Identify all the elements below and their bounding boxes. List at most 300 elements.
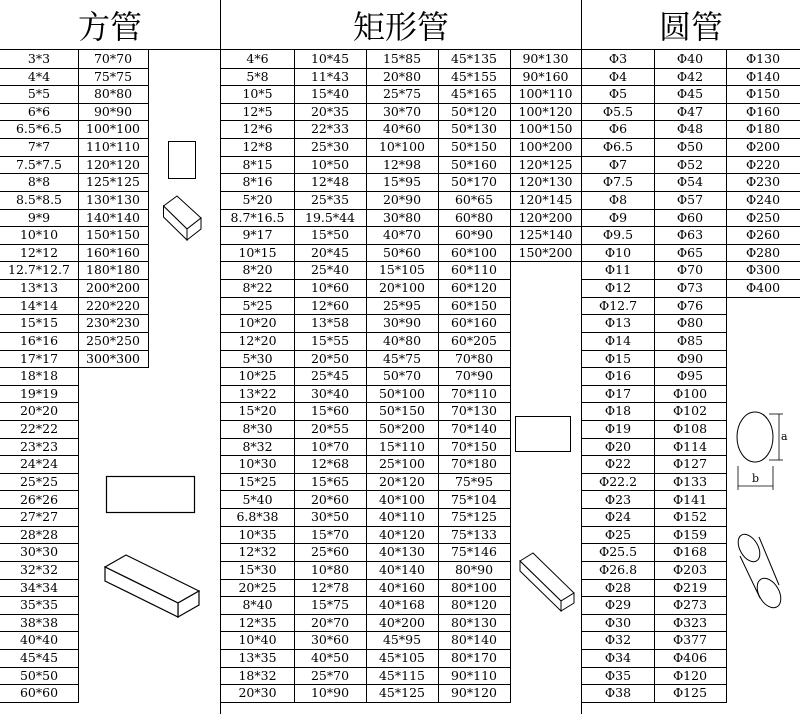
rect-col1-cell: 10*25 <box>221 367 295 386</box>
round-col2-cell: Φ141 <box>654 491 727 510</box>
round-col2-cell: Φ159 <box>654 526 727 545</box>
rect-col1-cell: 20*25 <box>221 579 295 598</box>
rect-col3-cell: 40*60 <box>366 120 439 139</box>
square-col2-cell: 250*250 <box>78 332 149 351</box>
round-col2-cell: Φ80 <box>654 314 727 333</box>
rect-col1-cell: 18*32 <box>221 667 295 686</box>
rect-col4-cell: 60*160 <box>438 314 511 333</box>
rect-col3-cell: 45*75 <box>366 350 439 369</box>
rect-col2-cell: 15*55 <box>294 332 367 351</box>
square-col1-cell: 16*16 <box>0 332 79 351</box>
rect-col3-cell: 45*95 <box>366 631 439 650</box>
rect-col5-cell: 100*120 <box>510 103 582 122</box>
rect-col4-cell: 70*110 <box>438 385 511 404</box>
square-col1-cell: 7.5*7.5 <box>0 156 79 175</box>
round-col3-cell: Φ300 <box>726 261 800 280</box>
title-square: 方管 <box>77 8 142 46</box>
rect-col4-cell: 75*133 <box>438 526 511 545</box>
round-col1-cell: Φ9 <box>582 209 655 228</box>
rect-col3-cell: 12*98 <box>366 156 439 175</box>
round-col2-cell: Φ47 <box>654 103 727 122</box>
rect-col4-cell: 75*104 <box>438 491 511 510</box>
rect-col4-cell: 60*80 <box>438 209 511 228</box>
square-col1-cell: 18*18 <box>0 367 79 386</box>
rect-col2-cell: 30*50 <box>294 508 367 527</box>
round-col2-cell: Φ114 <box>654 438 727 457</box>
rect-col3-cell: 25*75 <box>366 85 439 104</box>
rect-col5-cell: 125*140 <box>510 226 582 245</box>
rect-col3-cell: 50*100 <box>366 385 439 404</box>
round-col1-cell: Φ30 <box>582 614 655 633</box>
square-tube-3d-icon <box>163 194 203 242</box>
rect-col4-cell: 70*140 <box>438 420 511 439</box>
rect-col4-cell: 80*140 <box>438 631 511 650</box>
rect-col4-cell: 70*80 <box>438 350 511 369</box>
rect-col2-cell: 22*33 <box>294 120 367 139</box>
square-col2-cell: 70*70 <box>78 50 149 69</box>
square-col1-cell: 20*20 <box>0 402 79 421</box>
rect-tube-3d-icon <box>104 555 200 619</box>
rect-col4-cell: 45*135 <box>438 50 511 69</box>
rect-col2-cell: 30*40 <box>294 385 367 404</box>
round-col2-cell: Φ95 <box>654 367 727 386</box>
round-col1-cell: Φ15 <box>582 350 655 369</box>
rect-col1-cell: 5*40 <box>221 491 295 510</box>
square-col1-cell: 8.5*8.5 <box>0 191 79 210</box>
rect-col2-cell: 15*60 <box>294 402 367 421</box>
square-col1-cell: 8*8 <box>0 173 79 192</box>
round-col1-cell: Φ29 <box>582 596 655 615</box>
rect-col2-cell: 15*50 <box>294 226 367 245</box>
rect-col3-cell: 45*125 <box>366 684 439 703</box>
square-col1-cell: 10*10 <box>0 226 79 245</box>
round-col3-cell: Φ180 <box>726 120 800 139</box>
rect-col2-cell: 10*60 <box>294 279 367 298</box>
round-col1-cell: Φ5.5 <box>582 103 655 122</box>
rect-col1-cell: 10*30 <box>221 455 295 474</box>
rect-col1-cell: 6.8*38 <box>221 508 295 527</box>
square-col2-cell: 90*90 <box>78 103 149 122</box>
round-col3-cell: Φ130 <box>726 50 800 69</box>
rect-col2-cell: 10*50 <box>294 156 367 175</box>
round-col1-cell: Φ12 <box>582 279 655 298</box>
rect-col2-cell: 12*48 <box>294 173 367 192</box>
rect-col1-cell: 20*30 <box>221 684 295 703</box>
rect-col2-cell: 10*45 <box>294 50 367 69</box>
round-col2-cell: Φ50 <box>654 138 727 157</box>
round-col1-cell: Φ7 <box>582 156 655 175</box>
rect-col3-cell: 50*70 <box>366 367 439 386</box>
rect-col3-cell: 50*200 <box>366 420 439 439</box>
square-col2-cell: 220*220 <box>78 297 149 316</box>
round-col1-cell: Φ25.5 <box>582 543 655 562</box>
rect-col2-cell: 20*45 <box>294 244 367 263</box>
round-col2-cell: Φ133 <box>654 473 727 492</box>
rect-col1-cell: 15*25 <box>221 473 295 492</box>
round-col3-cell: Φ200 <box>726 138 800 157</box>
round-col1-cell: Φ4 <box>582 68 655 87</box>
rect-col3-cell: 25*100 <box>366 455 439 474</box>
rect-col4-cell: 80*120 <box>438 596 511 615</box>
round-col2-cell: Φ63 <box>654 226 727 245</box>
square-tube-front-icon <box>168 141 198 181</box>
rect-col1-cell: 12*20 <box>221 332 295 351</box>
rect-col1-cell: 10*20 <box>221 314 295 333</box>
round-col1-cell: Φ8 <box>582 191 655 210</box>
square-col2-cell: 120*120 <box>78 156 149 175</box>
square-col1-cell: 17*17 <box>0 350 79 369</box>
round-tube-front-icon <box>735 404 791 494</box>
rect-col1-cell: 15*20 <box>221 402 295 421</box>
round-col2-cell: Φ52 <box>654 156 727 175</box>
rect-col4-cell: 50*160 <box>438 156 511 175</box>
round-col1-cell: Φ11 <box>582 261 655 280</box>
rect-col3-cell: 40*130 <box>366 543 439 562</box>
rect-col1-cell: 5*20 <box>221 191 295 210</box>
rect-col1-cell: 4*6 <box>221 50 295 69</box>
rect-col2-cell: 15*75 <box>294 596 367 615</box>
rect-col2-cell: 15*70 <box>294 526 367 545</box>
round-col2-cell: Φ377 <box>654 631 727 650</box>
round-col2-cell: Φ42 <box>654 68 727 87</box>
square-col1-cell: 35*35 <box>0 596 79 615</box>
rect-col4-cell: 60*150 <box>438 297 511 316</box>
round-col2-cell: Φ219 <box>654 579 727 598</box>
rect-col4-cell: 70*90 <box>438 367 511 386</box>
rect-col5-cell: 90*130 <box>510 50 582 69</box>
rect-col2-cell: 12*60 <box>294 297 367 316</box>
round-col2-cell: Φ406 <box>654 649 727 668</box>
rect-col5-cell: 150*200 <box>510 244 582 263</box>
square-col1-cell: 4*4 <box>0 68 79 87</box>
diagram-label-b: b <box>752 472 760 485</box>
square-col2-cell: 75*75 <box>78 68 149 87</box>
rect-col3-cell: 50*150 <box>366 402 439 421</box>
rect-col3-cell: 25*95 <box>366 297 439 316</box>
rect-col4-cell: 80*130 <box>438 614 511 633</box>
rect-col4-cell: 80*100 <box>438 579 511 598</box>
round-col3-cell: Φ150 <box>726 85 800 104</box>
round-col2-cell: Φ60 <box>654 209 727 228</box>
round-col1-cell: Φ24 <box>582 508 655 527</box>
rect-col2-cell: 25*60 <box>294 543 367 562</box>
rect-col3-cell: 15*95 <box>366 173 439 192</box>
rect-col1-cell: 12*35 <box>221 614 295 633</box>
rect-col5-cell: 100*110 <box>510 85 582 104</box>
square-col1-cell: 24*24 <box>0 455 79 474</box>
square-col1-cell: 22*22 <box>0 420 79 439</box>
rect-col1-cell: 13*22 <box>221 385 295 404</box>
square-col1-cell: 12*12 <box>0 244 79 263</box>
round-col1-cell: Φ3 <box>582 50 655 69</box>
title-rect: 矩形管 <box>352 8 449 46</box>
square-col1-cell: 6*6 <box>0 103 79 122</box>
round-col2-cell: Φ168 <box>654 543 727 562</box>
rect-col3-cell: 40*160 <box>366 579 439 598</box>
round-col1-cell: Φ7.5 <box>582 173 655 192</box>
rect-col1-cell: 8*30 <box>221 420 295 439</box>
rect-col1-cell: 8*40 <box>221 596 295 615</box>
rect-col3-cell: 40*200 <box>366 614 439 633</box>
rect-col2-cell: 25*40 <box>294 261 367 280</box>
rect-col5-cell: 100*150 <box>510 120 582 139</box>
square-col1-cell: 14*14 <box>0 297 79 316</box>
square-col1-cell: 32*32 <box>0 561 79 580</box>
round-col3-cell: Φ160 <box>726 103 800 122</box>
square-col1-cell: 28*28 <box>0 526 79 545</box>
rect-col2-cell: 10*90 <box>294 684 367 703</box>
rect-col1-cell: 5*30 <box>221 350 295 369</box>
rect-col1-cell: 8*15 <box>221 156 295 175</box>
rect-col2-cell: 20*35 <box>294 103 367 122</box>
round-col1-cell: Φ28 <box>582 579 655 598</box>
rect-col1-cell: 10*35 <box>221 526 295 545</box>
rect-col5-cell: 120*145 <box>510 191 582 210</box>
rect-col2-cell: 13*58 <box>294 314 367 333</box>
square-col1-cell: 7*7 <box>0 138 79 157</box>
round-col1-cell: Φ6 <box>582 120 655 139</box>
rect-tube-front-icon <box>106 476 198 516</box>
rect-col3-cell: 30*80 <box>366 209 439 228</box>
rect-col1-cell: 12*32 <box>221 543 295 562</box>
round-col1-cell: Φ22 <box>582 455 655 474</box>
round-col1-cell: Φ34 <box>582 649 655 668</box>
rect-col3-cell: 40*110 <box>366 508 439 527</box>
rect-col4-cell: 90*110 <box>438 667 511 686</box>
rect-col4-cell: 90*120 <box>438 684 511 703</box>
round-col2-cell: Φ120 <box>654 667 727 686</box>
round-col2-cell: Φ65 <box>654 244 727 263</box>
rect-col3-cell: 40*120 <box>366 526 439 545</box>
round-col2-cell: Φ273 <box>654 596 727 615</box>
round-col1-cell: Φ12.7 <box>582 297 655 316</box>
square-col2-cell: 80*80 <box>78 85 149 104</box>
square-col1-cell: 38*38 <box>0 614 79 633</box>
rect-col1-cell: 8*20 <box>221 261 295 280</box>
title-round: 圆管 <box>658 8 723 46</box>
round-col3-cell: Φ140 <box>726 68 800 87</box>
round-col3-cell: Φ220 <box>726 156 800 175</box>
rect-col3-cell: 40*168 <box>366 596 439 615</box>
rect-col1-cell: 8*22 <box>221 279 295 298</box>
rect-col3-cell: 30*70 <box>366 103 439 122</box>
rect-col2-cell: 10*80 <box>294 561 367 580</box>
rect-col5-cell: 120*130 <box>510 173 582 192</box>
rect-col1-cell: 8.7*16.5 <box>221 209 295 228</box>
round-col3-cell: Φ240 <box>726 191 800 210</box>
round-col1-cell: Φ5 <box>582 85 655 104</box>
square-col1-cell: 40*40 <box>0 631 79 650</box>
rect-col4-cell: 50*130 <box>438 120 511 139</box>
square-col1-cell: 9*9 <box>0 209 79 228</box>
rect-col4-cell: 70*180 <box>438 455 511 474</box>
rect-col2-cell: 15*65 <box>294 473 367 492</box>
round-col1-cell: Φ20 <box>582 438 655 457</box>
square-col2-cell: 100*100 <box>78 120 149 139</box>
rect-col2-cell: 40*50 <box>294 649 367 668</box>
round-col3-cell: Φ250 <box>726 209 800 228</box>
rect-col1-cell: 8*16 <box>221 173 295 192</box>
square-col2-cell: 230*230 <box>78 314 149 333</box>
round-col2-cell: Φ108 <box>654 420 727 439</box>
square-col1-cell: 12.7*12.7 <box>0 261 79 280</box>
round-col2-cell: Φ45 <box>654 85 727 104</box>
square-col2-cell: 160*160 <box>78 244 149 263</box>
rect-col4-cell: 45*165 <box>438 85 511 104</box>
rect-col3-cell: 20*80 <box>366 68 439 87</box>
square-col1-cell: 27*27 <box>0 508 79 527</box>
rect-col4-cell: 75*146 <box>438 543 511 562</box>
square-col1-cell: 26*26 <box>0 491 79 510</box>
rect-col5-cell: 120*200 <box>510 209 582 228</box>
round-col2-cell: Φ40 <box>654 50 727 69</box>
rect-col2-cell: 20*70 <box>294 614 367 633</box>
square-col2-cell: 200*200 <box>78 279 149 298</box>
square-col1-cell: 60*60 <box>0 684 79 703</box>
rect-col3-cell: 40*100 <box>366 491 439 510</box>
rect-col3-cell: 40*70 <box>366 226 439 245</box>
rect-col2-cell: 11*43 <box>294 68 367 87</box>
square-col2-cell: 300*300 <box>78 350 149 369</box>
rect-col2-cell: 10*70 <box>294 438 367 457</box>
square-col2-cell: 140*140 <box>78 209 149 228</box>
rect-col5-cell: 100*200 <box>510 138 582 157</box>
round-col1-cell: Φ23 <box>582 491 655 510</box>
square-col1-cell: 45*45 <box>0 649 79 668</box>
rect-col2-cell: 25*30 <box>294 138 367 157</box>
rect-col1-cell: 13*35 <box>221 649 295 668</box>
round-col1-cell: Φ9.5 <box>582 226 655 245</box>
rect-col4-cell: 75*125 <box>438 508 511 527</box>
round-col2-cell: Φ100 <box>654 385 727 404</box>
rect-col1-cell: 5*8 <box>221 68 295 87</box>
square-col2-cell: 130*130 <box>78 191 149 210</box>
round-tube-3d-icon <box>735 528 787 618</box>
rect-col1-cell: 9*17 <box>221 226 295 245</box>
square-col1-cell: 13*13 <box>0 279 79 298</box>
round-col1-cell: Φ26.8 <box>582 561 655 580</box>
round-col2-cell: Φ127 <box>654 455 727 474</box>
rect-col3-cell: 40*140 <box>366 561 439 580</box>
rect-col4-cell: 60*65 <box>438 191 511 210</box>
rect-col2-cell: 20*55 <box>294 420 367 439</box>
round-col2-cell: Φ76 <box>654 297 727 316</box>
rect-col4-cell: 50*120 <box>438 103 511 122</box>
round-col2-cell: Φ57 <box>654 191 727 210</box>
rect-col2-cell: 12*78 <box>294 579 367 598</box>
round-col2-cell: Φ85 <box>654 332 727 351</box>
rect-col3-cell: 30*90 <box>366 314 439 333</box>
square-col1-cell: 30*30 <box>0 543 79 562</box>
rect-col3-cell: 15*105 <box>366 261 439 280</box>
rect-col1-cell: 5*25 <box>221 297 295 316</box>
round-col2-cell: Φ48 <box>654 120 727 139</box>
rect-col1-cell: 12*6 <box>221 120 295 139</box>
rect-col1-cell: 15*30 <box>221 561 295 580</box>
rect-tube-front-icon-2 <box>515 416 573 454</box>
rect-col2-cell: 25*35 <box>294 191 367 210</box>
rect-col2-cell: 15*40 <box>294 85 367 104</box>
round-col3-cell: Φ260 <box>726 226 800 245</box>
square-col1-cell: 5*5 <box>0 85 79 104</box>
rect-col1-cell: 10*5 <box>221 85 295 104</box>
round-col2-cell: Φ90 <box>654 350 727 369</box>
round-col3-cell: Φ230 <box>726 173 800 192</box>
rect-col4-cell: 60*205 <box>438 332 511 351</box>
square-col1-cell: 25*25 <box>0 473 79 492</box>
square-col2-cell: 125*125 <box>78 173 149 192</box>
rect-col3-cell: 20*120 <box>366 473 439 492</box>
round-col1-cell: Φ22.2 <box>582 473 655 492</box>
rect-col2-cell: 25*70 <box>294 667 367 686</box>
rect-col4-cell: 50*170 <box>438 173 511 192</box>
rect-col3-cell: 45*115 <box>366 667 439 686</box>
rect-col1-cell: 10*15 <box>221 244 295 263</box>
rect-col2-cell: 20*50 <box>294 350 367 369</box>
round-col2-cell: Φ102 <box>654 402 727 421</box>
rect-tube-3d-icon-2 <box>519 551 575 613</box>
rect-col4-cell: 80*90 <box>438 561 511 580</box>
rect-col4-cell: 50*150 <box>438 138 511 157</box>
square-col1-cell: 19*19 <box>0 385 79 404</box>
round-col1-cell: Φ32 <box>582 631 655 650</box>
rect-col2-cell: 30*60 <box>294 631 367 650</box>
rect-col4-cell: 70*130 <box>438 402 511 421</box>
rect-col2-cell: 12*68 <box>294 455 367 474</box>
rect-col4-cell: 60*110 <box>438 261 511 280</box>
square-col2-cell: 150*150 <box>78 226 149 245</box>
round-col1-cell: Φ13 <box>582 314 655 333</box>
round-col1-cell: Φ19 <box>582 420 655 439</box>
rect-col2-cell: 19.5*44 <box>294 209 367 228</box>
square-col2-cell: 180*180 <box>78 261 149 280</box>
rect-col4-cell: 60*100 <box>438 244 511 263</box>
rect-col3-cell: 20*100 <box>366 279 439 298</box>
rect-col4-cell: 60*120 <box>438 279 511 298</box>
rect-col3-cell: 15*85 <box>366 50 439 69</box>
rect-col4-cell: 60*90 <box>438 226 511 245</box>
square-col1-cell: 34*34 <box>0 579 79 598</box>
round-col1-cell: Φ6.5 <box>582 138 655 157</box>
rect-col3-cell: 10*100 <box>366 138 439 157</box>
rect-col2-cell: 20*60 <box>294 491 367 510</box>
round-col1-cell: Φ17 <box>582 385 655 404</box>
rect-col3-cell: 40*80 <box>366 332 439 351</box>
rect-col3-cell: 20*90 <box>366 191 439 210</box>
round-col1-cell: Φ10 <box>582 244 655 263</box>
round-col2-cell: Φ203 <box>654 561 727 580</box>
rect-col5-cell: 90*160 <box>510 68 582 87</box>
rect-col1-cell: 12*5 <box>221 103 295 122</box>
round-col3-cell: Φ400 <box>726 279 800 298</box>
round-col2-cell: Φ54 <box>654 173 727 192</box>
round-col2-cell: Φ73 <box>654 279 727 298</box>
rect-col4-cell: 45*155 <box>438 68 511 87</box>
rect-col4-cell: 80*170 <box>438 649 511 668</box>
round-col3-cell: Φ280 <box>726 244 800 263</box>
round-col2-cell: Φ125 <box>654 684 727 703</box>
square-col1-cell: 15*15 <box>0 314 79 333</box>
rect-col1-cell: 12*8 <box>221 138 295 157</box>
rect-col3-cell: 45*105 <box>366 649 439 668</box>
round-col2-cell: Φ152 <box>654 508 727 527</box>
square-col1-cell: 6.5*6.5 <box>0 120 79 139</box>
rect-col1-cell: 8*32 <box>221 438 295 457</box>
square-col1-cell: 23*23 <box>0 438 79 457</box>
rect-col5-cell: 120*125 <box>510 156 582 175</box>
square-col1-cell: 50*50 <box>0 667 79 686</box>
round-col1-cell: Φ38 <box>582 684 655 703</box>
